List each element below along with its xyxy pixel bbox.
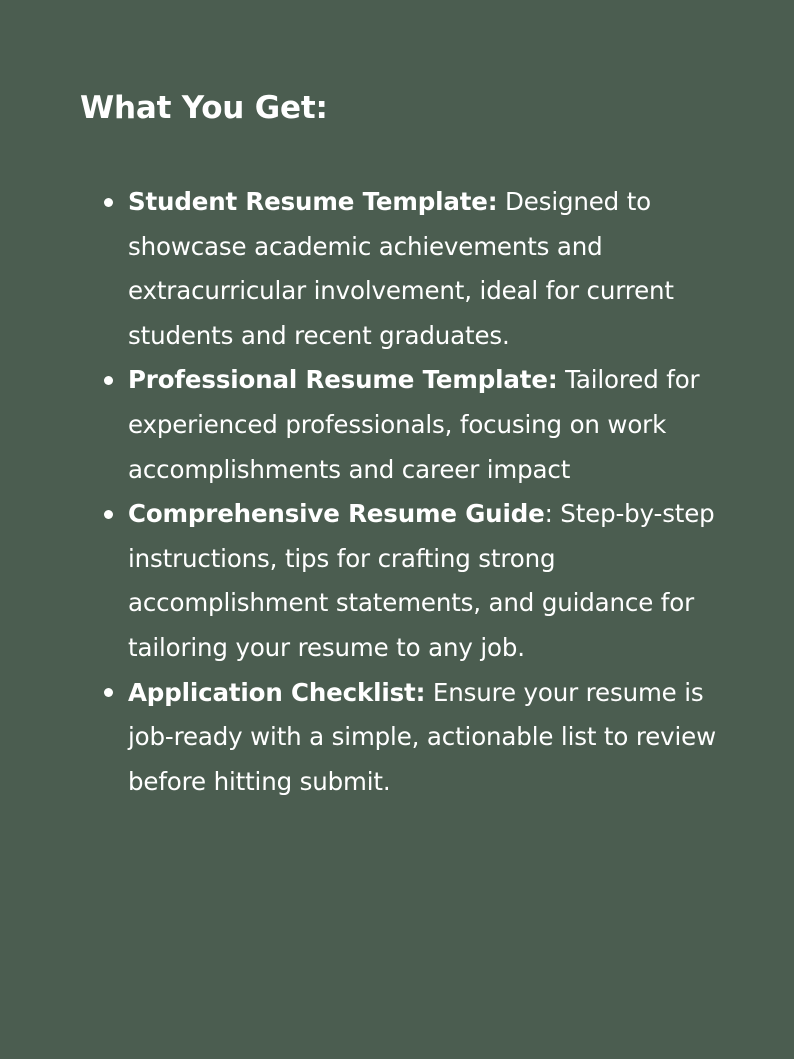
list-item xyxy=(103,358,723,492)
list-item xyxy=(103,671,723,805)
section-heading: What You Get: xyxy=(80,90,328,126)
list-item-description: Designed to showcase academic achievements and extracurricular involvement, ideal for current students and recent graduates. xyxy=(128,187,674,350)
list-item-description: : Step-by-step instructions, tips for crafting strong accomplishment statements, and guidance for tailoring your resume to any job. xyxy=(128,499,715,662)
list-item-term: Student Resume Template: xyxy=(128,187,498,216)
bullet-dot-icon xyxy=(104,510,113,519)
feature-list xyxy=(103,180,723,804)
list-item xyxy=(103,180,723,358)
list-item-term: Comprehensive Resume Guide xyxy=(128,499,545,529)
list-item-description: Ensure your resume is job-ready with a simple, actionable list to review before hitting submit. xyxy=(128,677,716,796)
bullet-dot-icon xyxy=(104,376,113,385)
list-item-term: Application Checklist: xyxy=(128,677,426,707)
bullet-dot-icon xyxy=(104,198,113,207)
list-item-term: Professional Resume Template: xyxy=(128,365,558,395)
list-item xyxy=(103,492,723,670)
bullet-dot-icon xyxy=(104,688,113,697)
list-item-description: Tailored for experienced professionals, focusing on work accomplishments and career impact xyxy=(128,365,700,484)
